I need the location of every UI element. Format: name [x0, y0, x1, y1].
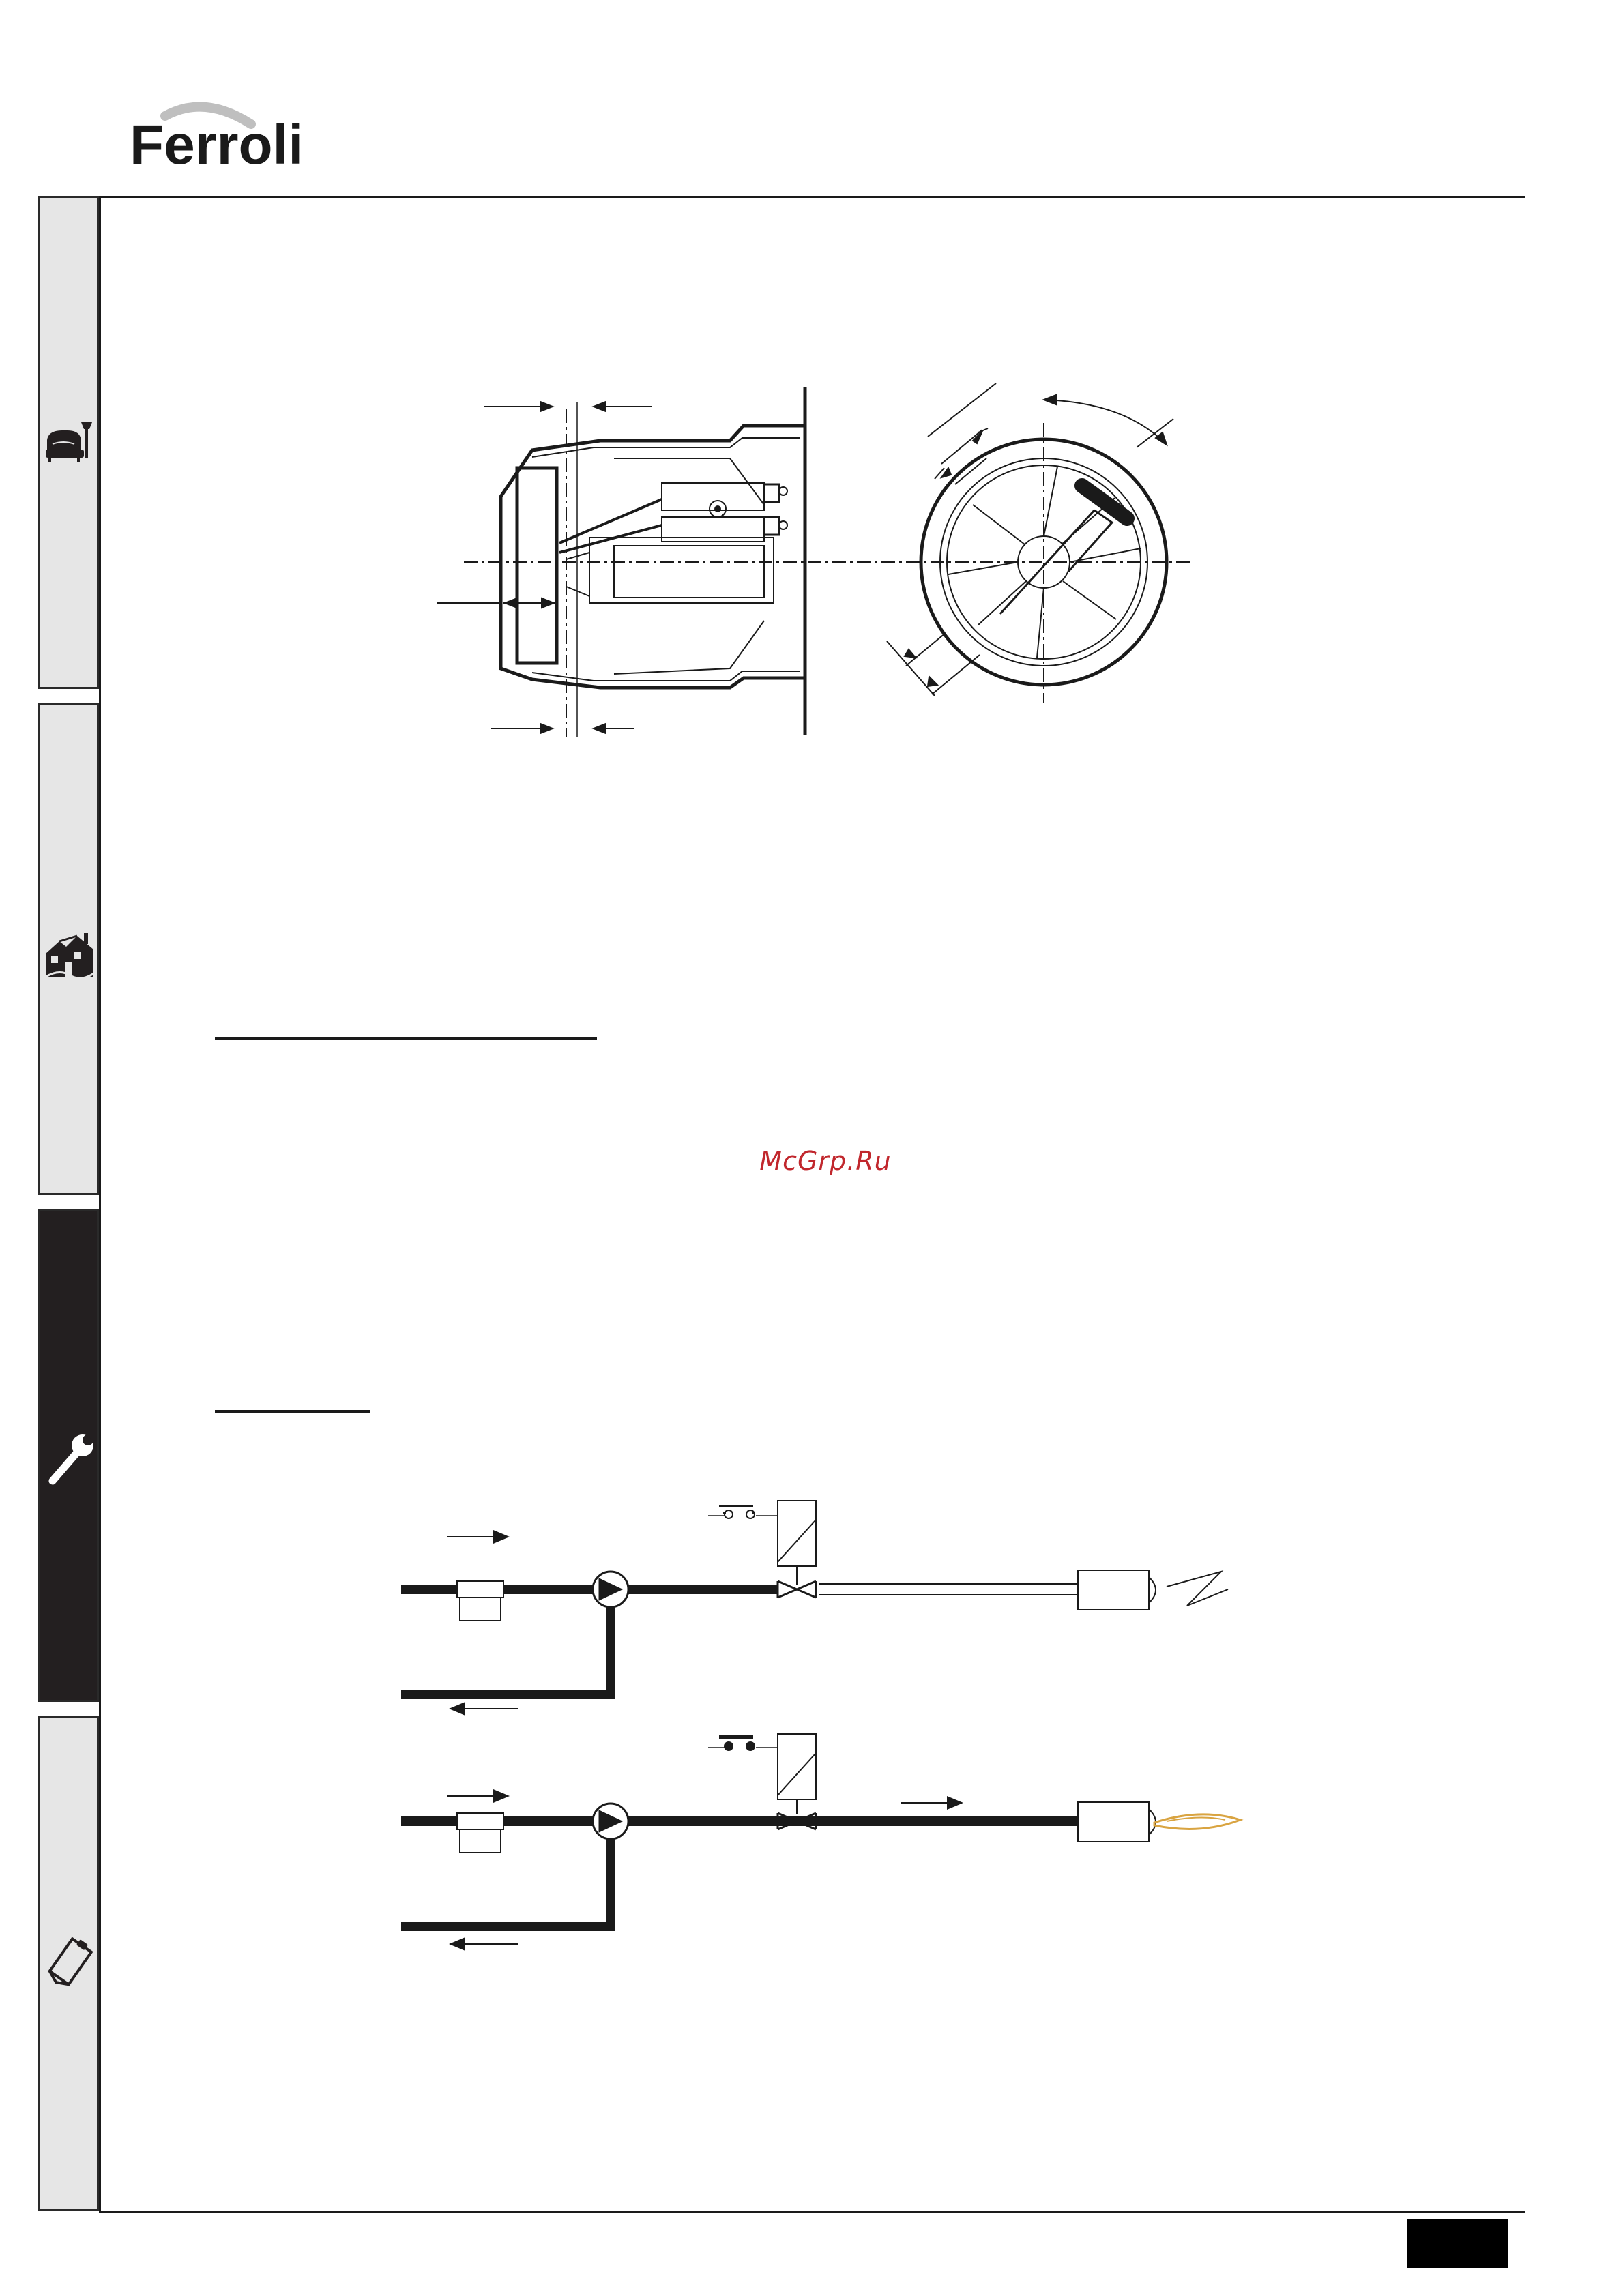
- house-icon: [44, 926, 96, 981]
- logo-wordmark: Ferroli: [130, 114, 304, 176]
- armchair-icon: [44, 417, 96, 469]
- wrench-icon: [44, 1428, 96, 1489]
- watermark-text: McGrp.Ru: [759, 1146, 892, 1176]
- page-number-box: [1407, 2219, 1508, 2268]
- sidebar-border: [99, 196, 101, 2212]
- tab-user[interactable]: [38, 196, 99, 689]
- tab-installer[interactable]: [38, 703, 99, 1195]
- section-heading-rule-2: [215, 1410, 370, 1413]
- footer-rule: [99, 2211, 1525, 2213]
- blast-tube-outline: [501, 426, 805, 688]
- diffuser-disc: [517, 468, 557, 663]
- circuit-prepurge: [401, 1501, 1228, 1709]
- section-heading-rule-1: [215, 1037, 597, 1040]
- ferroli-logo: [130, 95, 307, 184]
- tab-service[interactable]: [38, 1209, 99, 1702]
- tab-specs[interactable]: [38, 1716, 99, 2211]
- circuit-ignition: [401, 1734, 1240, 1944]
- burner-head-drawing: [409, 382, 1228, 750]
- clipboard-icon: [44, 1932, 96, 1994]
- header-rule: [99, 196, 1525, 198]
- fuel-circuit-diagram: [382, 1487, 1269, 1978]
